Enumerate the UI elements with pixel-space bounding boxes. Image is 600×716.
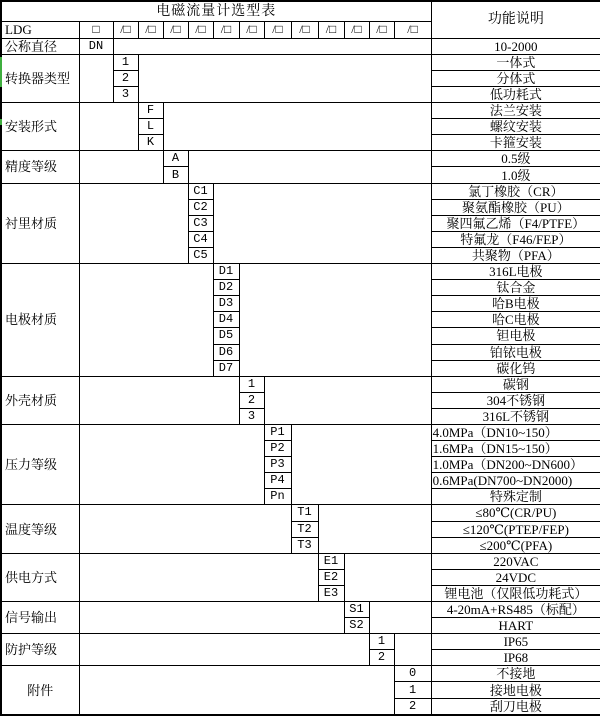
option-code-cell: 2 <box>113 70 138 86</box>
code-placeholder-box: /□ <box>344 21 369 38</box>
option-desc-cell: 低功耗式 <box>431 87 600 103</box>
option-code-cell: T2 <box>291 521 318 537</box>
option-desc-cell: ≤200℃(PFA) <box>431 537 600 553</box>
option-desc-cell: 螺纹安装 <box>431 119 600 135</box>
option-code-cell: Pn <box>264 489 291 505</box>
category-label-accuracy-class: 精度等级 <box>1 151 79 183</box>
option-desc-cell: 24VDC <box>431 569 600 585</box>
option-code-cell: 2 <box>369 650 394 666</box>
option-desc-cell: IP65 <box>431 634 600 650</box>
filler-cell <box>138 54 431 102</box>
code-placeholder-box: /□ <box>138 21 163 38</box>
function-column-header: 功能说明 <box>431 1 600 38</box>
option-desc-cell: 钛合金 <box>431 280 600 296</box>
option-desc-cell: 0.6MPa(DN700~DN2000) <box>431 473 600 489</box>
filler-cell <box>291 424 431 504</box>
filler-cell <box>188 151 431 183</box>
option-code-cell: S2 <box>344 618 369 634</box>
code-placeholder-box: /□ <box>239 21 264 38</box>
option-desc-cell: HART <box>431 618 600 634</box>
category-label-nominal-diameter: 公称直径 <box>1 38 79 54</box>
code-placeholder-box: /□ <box>369 21 394 38</box>
option-code-cell: C3 <box>188 215 213 231</box>
model-prefix-label: LDG <box>1 21 79 38</box>
filler-cell <box>79 264 213 377</box>
page-title: 电磁流量计选型表 <box>1 1 431 21</box>
option-code-cell: F <box>138 103 163 119</box>
filler-cell <box>213 183 431 263</box>
option-code-cell: P2 <box>264 441 291 457</box>
scan-artifact <box>0 57 2 87</box>
filler-cell <box>344 553 431 601</box>
filler-cell <box>79 634 369 666</box>
category-label-signal-output: 信号输出 <box>1 602 79 634</box>
option-desc-cell: ≤120℃(PTEP/FEP) <box>431 521 600 537</box>
option-code-cell: P4 <box>264 473 291 489</box>
option-code-cell: C1 <box>188 183 213 199</box>
option-code-cell: E1 <box>318 553 344 569</box>
option-code-cell: P1 <box>264 424 291 440</box>
code-placeholder-box: /□ <box>291 21 318 38</box>
option-code-cell: T1 <box>291 505 318 521</box>
option-desc-cell: 碳钢 <box>431 376 600 392</box>
option-desc-cell: 哈C电极 <box>431 312 600 328</box>
option-desc-cell: 一体式 <box>431 54 600 70</box>
option-desc-cell: 4-20mA+RS485（标配） <box>431 602 600 618</box>
option-desc-cell: 304不锈钢 <box>431 392 600 408</box>
option-code-cell: 3 <box>113 87 138 103</box>
filler-cell <box>79 553 318 601</box>
code-placeholder-box: /□ <box>264 21 291 38</box>
filler-cell <box>318 505 431 553</box>
option-code-cell: T3 <box>291 537 318 553</box>
filler-cell <box>79 151 163 183</box>
option-desc-cell: 1.6MPa（DN15~150） <box>431 441 600 457</box>
option-desc-cell: 特氟龙（F46/FEP） <box>431 231 600 247</box>
option-desc-cell: ≤80℃(CR/PU) <box>431 505 600 521</box>
option-desc-cell: 聚四氟乙烯（F4/PTFE） <box>431 215 600 231</box>
option-code-cell: L <box>138 119 163 135</box>
option-desc-cell: 特殊定制 <box>431 489 600 505</box>
option-code-cell: 1 <box>369 634 394 650</box>
option-code-cell: E3 <box>318 585 344 601</box>
option-desc-cell: 钽电极 <box>431 328 600 344</box>
option-desc-cell: 10-2000 <box>431 38 600 54</box>
option-desc-cell: 铂铱电极 <box>431 344 600 360</box>
option-code-cell: 1 <box>239 376 264 392</box>
option-desc-cell: 4.0MPa（DN10~150） <box>431 424 600 440</box>
model-base-code-box: □ <box>79 21 113 38</box>
filler-cell <box>369 602 431 634</box>
code-placeholder-box: /□ <box>318 21 344 38</box>
option-code-cell: 0 <box>394 666 431 682</box>
option-desc-cell: 316L电极 <box>431 264 600 280</box>
option-code-cell: D3 <box>213 296 239 312</box>
category-label-power-supply: 供电方式 <box>1 553 79 601</box>
option-desc-cell: 锂电池（仅限低功耗式） <box>431 585 600 601</box>
code-placeholder-box: /□ <box>163 21 188 38</box>
option-code-cell: 2 <box>239 392 264 408</box>
category-label-accessories: 附件 <box>1 666 79 715</box>
option-code-cell: D7 <box>213 360 239 376</box>
option-desc-cell: 聚氨酯橡胶（PU） <box>431 199 600 215</box>
category-label-converter-type: 转换器类型 <box>1 54 79 102</box>
filler-cell <box>79 505 291 553</box>
option-desc-cell: 220VAC <box>431 553 600 569</box>
option-code-cell: B <box>163 167 188 183</box>
filler-cell <box>79 602 344 634</box>
option-code-cell: 2 <box>394 698 431 715</box>
option-code-cell: DN <box>79 38 113 54</box>
code-placeholder-box: /□ <box>188 21 213 38</box>
option-code-cell: D2 <box>213 280 239 296</box>
option-code-cell: C5 <box>188 247 213 263</box>
option-code-cell: 1 <box>394 682 431 698</box>
filler-cell <box>163 103 431 151</box>
category-label-housing-material: 外壳材质 <box>1 376 79 424</box>
option-desc-cell: 刮刀电极 <box>431 698 600 715</box>
category-label-lining-material: 衬里材质 <box>1 183 79 263</box>
category-label-protection-rating: 防护等级 <box>1 634 79 666</box>
category-label-pressure-rating: 压力等级 <box>1 424 79 504</box>
filler-cell <box>394 634 431 666</box>
option-code-cell: 3 <box>239 408 264 424</box>
code-placeholder-box: /□ <box>213 21 239 38</box>
category-label-installation-type: 安装形式 <box>1 103 79 151</box>
option-code-cell: D4 <box>213 312 239 328</box>
option-code-cell: K <box>138 135 163 151</box>
option-desc-cell: 法兰安装 <box>431 103 600 119</box>
filler-cell <box>79 183 188 263</box>
option-code-cell: P3 <box>264 457 291 473</box>
option-code-cell: 1 <box>113 54 138 70</box>
option-desc-cell: IP68 <box>431 650 600 666</box>
option-desc-cell: 不接地 <box>431 666 600 682</box>
option-code-cell: C4 <box>188 231 213 247</box>
option-desc-cell: 1.0MPa（DN200~DN600） <box>431 457 600 473</box>
filler-cell <box>264 376 431 424</box>
filler-cell <box>79 103 138 151</box>
filler-cell <box>79 376 239 424</box>
filler-cell <box>79 54 113 102</box>
option-desc-cell: 氯丁橡胶（CR） <box>431 183 600 199</box>
category-label-electrode-material: 电极材质 <box>1 264 79 377</box>
filler-cell <box>113 38 431 54</box>
option-desc-cell: 316L不锈钢 <box>431 408 600 424</box>
filler-cell <box>239 264 431 377</box>
scan-artifact <box>0 119 2 125</box>
option-code-cell: D1 <box>213 264 239 280</box>
option-code-cell: D6 <box>213 344 239 360</box>
option-desc-cell: 卡箍安装 <box>431 135 600 151</box>
option-desc-cell: 1.0级 <box>431 167 600 183</box>
code-placeholder-box: /□ <box>394 21 431 38</box>
option-code-cell: D5 <box>213 328 239 344</box>
option-desc-cell: 共聚物（PFA） <box>431 247 600 263</box>
option-desc-cell: 碳化钨 <box>431 360 600 376</box>
filler-cell <box>79 424 264 504</box>
option-desc-cell: 接地电极 <box>431 682 600 698</box>
option-desc-cell: 分体式 <box>431 70 600 86</box>
option-code-cell: A <box>163 151 188 167</box>
option-code-cell: C2 <box>188 199 213 215</box>
filler-cell <box>79 666 394 715</box>
category-label-temperature-rating: 温度等级 <box>1 505 79 553</box>
option-desc-cell: 哈B电极 <box>431 296 600 312</box>
code-placeholder-box: /□ <box>113 21 138 38</box>
option-code-cell: E2 <box>318 569 344 585</box>
option-code-cell: S1 <box>344 602 369 618</box>
option-desc-cell: 0.5级 <box>431 151 600 167</box>
